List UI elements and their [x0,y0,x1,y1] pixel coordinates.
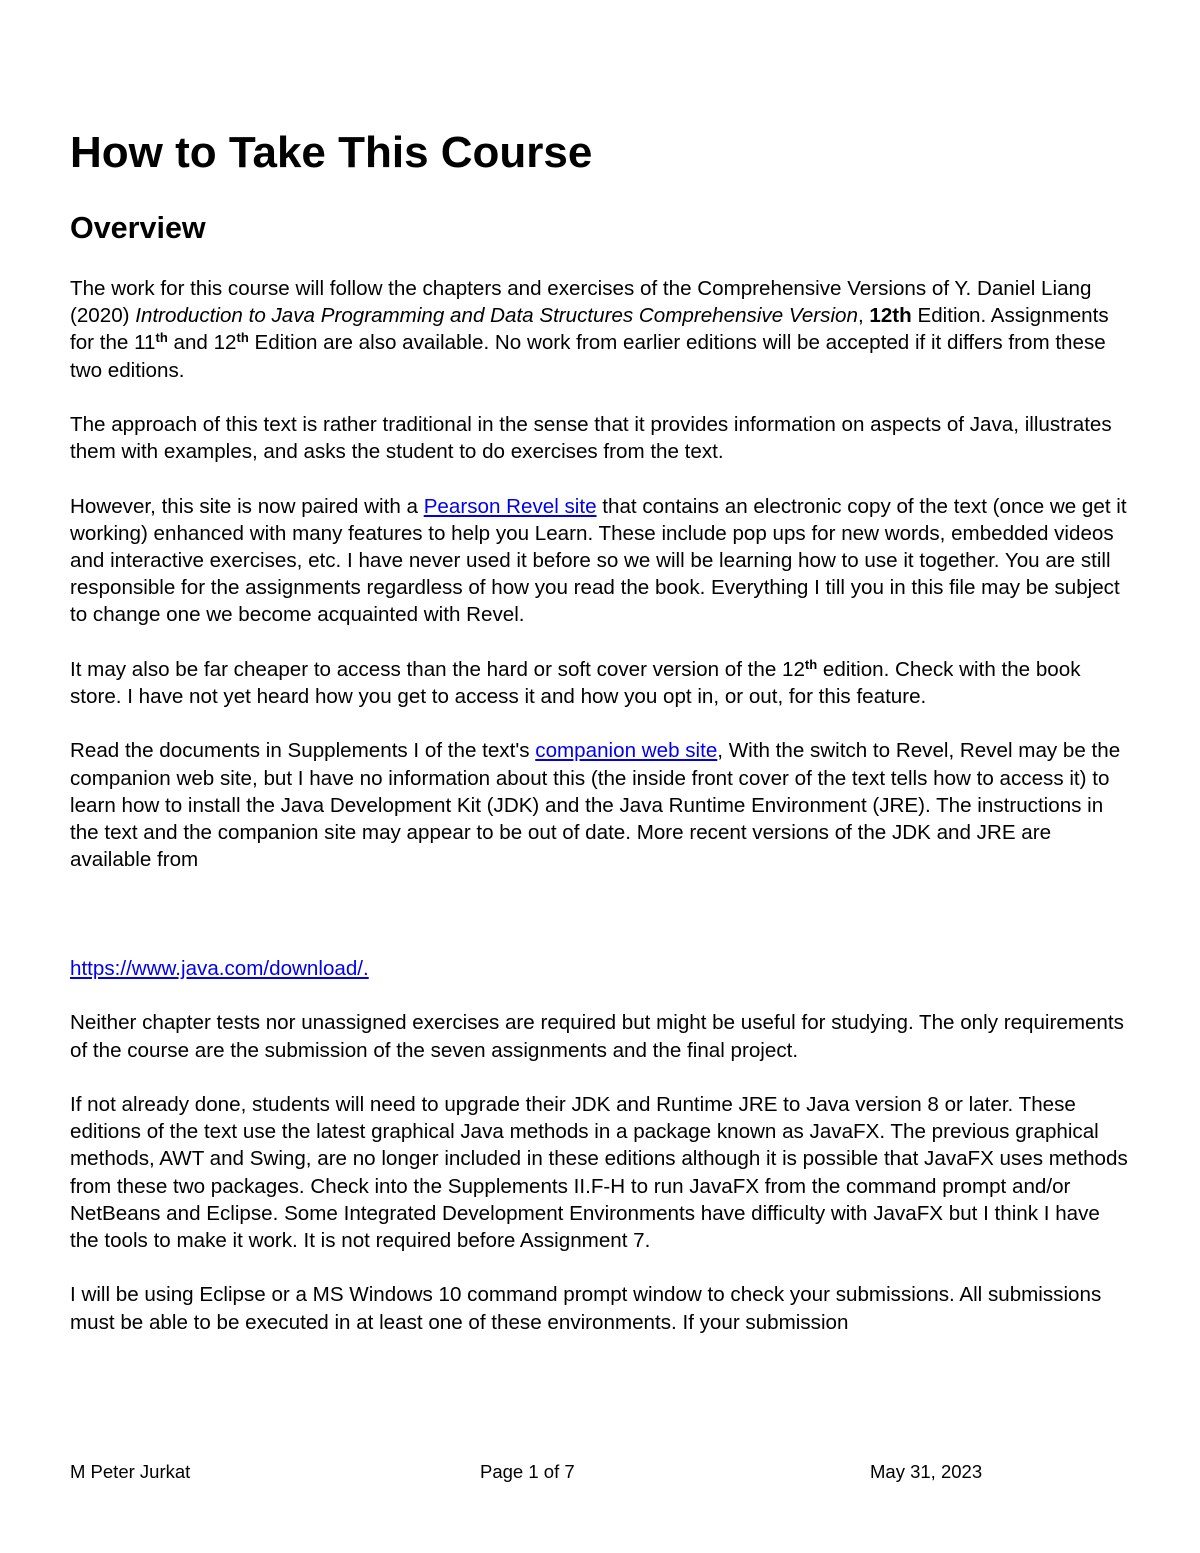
text-run: It may also be far cheaper to access than the hard or soft cover version of the 12 [70,657,805,681]
text-run: Read the documents in Supplements I of the text's [70,739,536,763]
paragraph-javafx: If not already done, students will need to upgrade their JDK and Runtime JRE to Java version 8 or later. These editions of the text use the latest graphical Java methods in a package known as JavaFX. The previous graphical methods, AWT and Swing, are no longer included in these editions although it is possible that JavaFX uses methods from these two packages. Check into the Supplements II.F-H to run JavaFX from the command prompt and/or NetBeans and Eclipse. Some Integrated Development Environments have difficulty with JavaFX but I think I have the tools to make it work. It is not required before Assignment 7. [70,1092,1128,1252]
paragraph-download-link [70,955,1130,982]
paragraph-environments: I will be using Eclipse or a MS Windows 10 command prompt window to check your submissions. All submissions must be able to be executed in at least one of these environments. If your submission [70,1283,1102,1334]
paragraph-cost [70,656,1130,710]
paragraph-approach: The approach of this text is rather traditional in the sense that it provides information on aspects of Java, illustrates them with examples, and asks the student to do exercises from the text. [70,413,1112,464]
superscript: th [804,656,818,672]
java-download-link[interactable]: https://www.java.com/download/. [70,957,369,980]
paragraph-textbook [70,275,1130,384]
book-title: Introduction to Java Programming and Data Structures Comprehensive Version [135,304,858,328]
superscript: th [155,330,168,346]
document-title: How to Take This Course [70,128,593,177]
text-run: edition. Check with the book store. I have not yet heard how you get to access it and how you opt in, or out, for this feature. [70,657,1081,708]
text-run: The work for this course will follow the chapters and exercises of the Comprehensive Versions of Y. Daniel Liang (2020) [70,277,1092,328]
text-run: that contains an electronic copy of the text (once we get it working) enhanced with many features to help you Learn. These include pop ups for new words, embedded videos and interactive exercises, etc. I have never used it before so we will be learning how to use it together. You are still responsible for the assignments regardless of how you read the book. Everything I till you in this file may be subject to change one we become acquainted with Revel. [70,494,1127,627]
edition-bold: 12th [869,304,912,328]
text-run: , With the switch to Revel, Revel may be the companion web site, but I have no information about this (the inside front cover of the text tells how to access it) to learn how to install the Java Development Kit (JDK) and the Java Runtime Environment (JRE). The instructions in the text and the companion site may appear to be out of date. More recent versions of the JDK and JRE are available from [70,739,1121,872]
pearson-revel-link[interactable]: Pearson Revel site [423,494,597,518]
paragraph-supplements [70,737,1130,873]
text-run: Edition are also available. No work from earlier editions will be accepted if it differs from these two editions. [70,331,1106,382]
footer-author: M Peter Jurkat [70,1461,191,1482]
section-heading-overview: Overview [70,211,206,245]
document-body [70,275,1130,1363]
paragraph-requirements: Neither chapter tests nor unassigned exercises are required but might be useful for studying. The only requirements of the course are the submission of the seven assignments and the final project. [70,1011,1124,1062]
paragraph-revel [70,493,1130,629]
companion-site-link[interactable]: companion web site [535,739,718,763]
text-run: and 12 [167,331,237,355]
footer-page-number: Page 1 of 7 [480,1461,575,1482]
superscript: th [236,330,249,346]
text-run: , [857,304,870,328]
page-footer [0,1460,1200,1484]
footer-date: May 31, 2023 [870,1461,983,1482]
text-run: However, this site is now paired with a [70,494,424,518]
text-run: Edition. Assignments for the 11 [70,304,1109,355]
